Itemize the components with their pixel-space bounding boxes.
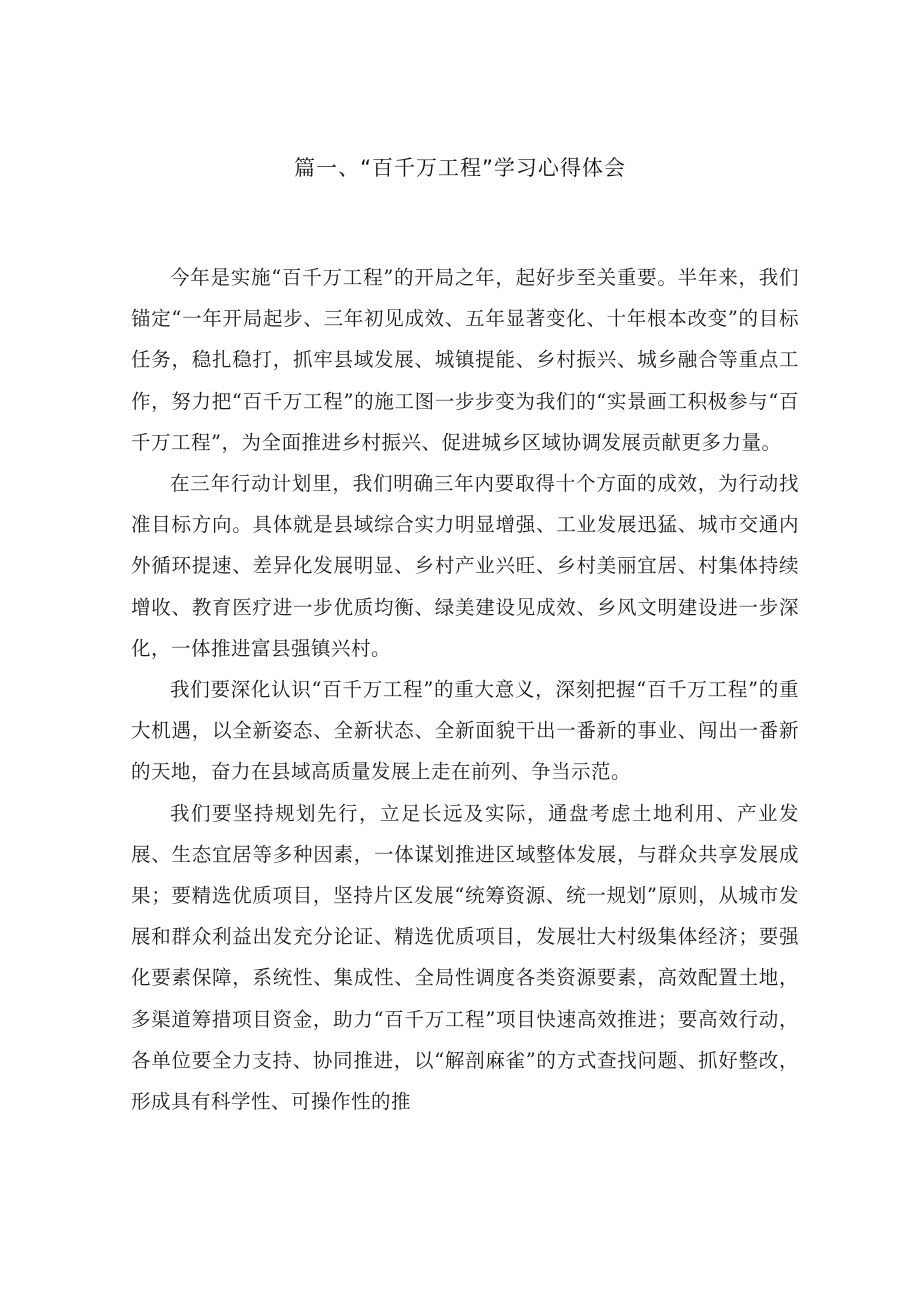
paragraph-1: 今年是实施“百千万工程”的开局之年，起好步至关重要。半年来，我们锚定“一年开局起步、三年初见成效、五年显著变化、十年根本改变”的目标任务，稳扎稳打，抓牢县域发展、城镇提能、乡村振兴、城乡融合等重点工作，努力把“百千万工程”的施工图一步步变为我们的“实景画工积极参与“百千万工程”，为全面推进乡村振兴、促进城乡区域协调发展贡献更多力量。 [131, 266, 799, 454]
paragraph-3: 我们要深化认识“百千万工程”的重大意义，深刻把握“百千万工程”的重大机遇，以全新姿态、全新状态、全新面貌干出一番新的事业、闯出一番新的天地，奋力在县域高质量发展上走在前列、争当示范。 [131, 678, 799, 784]
paragraph-4: 我们要坚持规划先行，立足长远及实际，通盘考虑土地利用、产业发展、生态宜居等多种因素，一体谋划推进区域整体发展，与群众共享发展成果；要精选优质项目，坚持片区发展“统筹资源、统一规划”原则，从城市发展和群众利益出发充分论证、精选优质项目，发展壮大村级集体经济；要强化要素保障，系统性、集成性、全局性调度各类资源要素，高效配置土地，多渠道筹措项目资金，助力“百千万工程”项目快速高效推进；要高效行动，各单位要全力支持、协同推进，以“解剖麻雀”的方式查找问题、抓好整改，形成具有科学性、可操作性的推 [131, 801, 799, 1114]
paragraph-2: 在三年行动计划里，我们明确三年内要取得十个方面的成效，为行动找准目标方向。具体就是县域综合实力明显增强、工业发展迅猛、城市交通内外循环提速、差异化发展明显、乡村产业兴旺、乡村美丽宜居、村集体持续增收、教育医疗进一步优质均衡、绿美建设见成效、乡风文明建设进一步深化，一体推进富县强镇兴村。 [131, 472, 799, 660]
document-body [131, 257, 799, 1122]
document-title: 篇一、“百千万工程”学习心得体会 [294, 156, 626, 180]
